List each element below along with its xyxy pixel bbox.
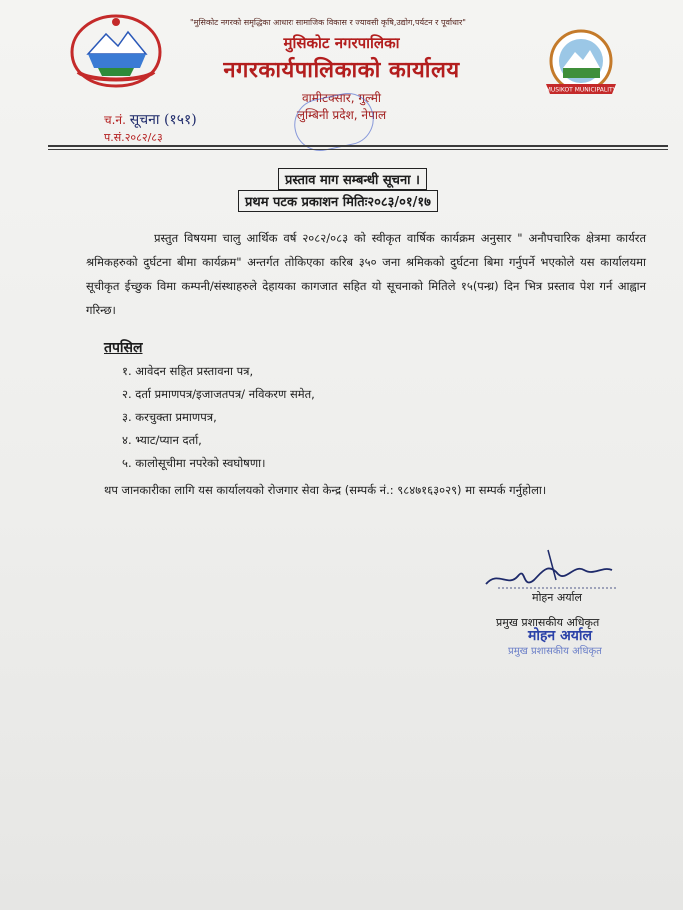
list-item: १. आवेदन सहित प्रस्तावना पत्र,	[122, 364, 254, 378]
reference-number	[104, 110, 197, 129]
address-line-2: लुम्बिनी प्रदेश, नेपाल	[296, 108, 387, 122]
list-item: ५. कालोसूचीमा नपरेको स्वघोषणा।	[122, 456, 266, 470]
contact-info: थप जानकारीका लागि यस कार्यालयको रोजगार सेवा केन्द्र (सम्पर्क नं.: ९८४७१६३०२९) मा सम्पर्क गर्नुहोला।	[104, 483, 547, 497]
fiscal-year	[104, 130, 163, 145]
signer-name: मोहन अर्याल	[532, 591, 582, 604]
seal-name: मोहन अर्याल	[528, 628, 593, 644]
handwritten-signature	[478, 540, 628, 596]
fiscal-year-label: प.सं.	[104, 131, 125, 144]
reference-value: सूचना (१५१)	[129, 112, 197, 128]
publication-date: प्रथम पटक प्रकाशन मितिः२०८३/०१/१७	[238, 190, 438, 212]
header-divider	[48, 145, 668, 147]
address-line-1: वामीटक्सार, गुल्मी	[301, 91, 382, 105]
reference-label: च.नं.	[104, 113, 126, 127]
municipality-logo-text: MUSIKOT MUNICIPALITY	[545, 86, 617, 94]
signer-title: प्रमुख प्रशासकीय अधिकृत	[496, 616, 600, 629]
notice-body: प्रस्तुत विषयमा चालु आर्थिक वर्ष २०८२/०८३ को स्वीकृत वार्षिक कार्यक्रम अनुसार " अनौपचारिक क्षेत्रमा कार्यरत श्रमिकहरुको दुर्घटना बीमा कार्यक्रम" अन्तर्गत तोकिएका करिब ३५० जना श्रमिकको दुर्घटना बिमा गर्नुपर्ने भएकोले यस कार्यालयमा सूचीकृत ईच्छुक विमा कम्पनी/संस्थाहरुले देहायका कागजात सहित यो सूचनाको मितिले १५(पन्ध्र) दिन भित्र प्रस्ताव पेश गर्न आह्वान गरिन्छ।	[86, 231, 646, 317]
fiscal-year-value: २०८२/८३	[124, 131, 163, 144]
notice-subject: प्रस्ताव माग सम्बन्धी सूचना ।	[278, 168, 427, 190]
details-list	[122, 360, 315, 475]
office-title: नगरकार्यपालिकाको कार्यालय	[223, 58, 460, 83]
list-item: ३. करचुक्ता प्रमाणपत्र,	[122, 410, 217, 424]
municipality-name: मुसिकोट नगरपालिका	[283, 34, 400, 52]
seal-title: प्रमुख प्रशासकीय अधिकृत	[508, 646, 602, 657]
header-divider-thin	[48, 149, 668, 150]
slogan: "मुसिकोट नगरको समृद्धिका आधारः सामाजिक विकास र ज्यावसी कृषि,उद्योग,पर्यटन र पूर्वाधार"	[190, 18, 466, 27]
details-heading: तपसिल	[104, 340, 143, 356]
list-item: २. दर्ता प्रमाणपत्र/इजाजतपत्र/ नविकरण समेत,	[122, 387, 315, 401]
list-item: ४. भ्याट/प्यान दर्ता,	[122, 433, 202, 447]
